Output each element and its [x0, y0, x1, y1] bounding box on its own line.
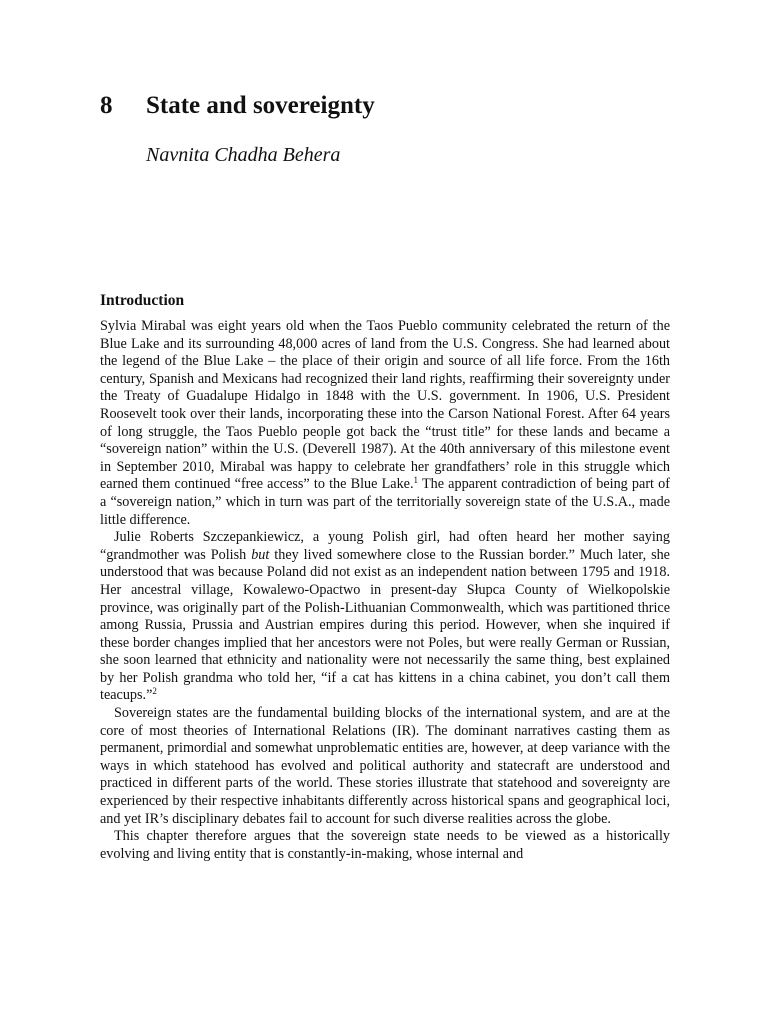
paragraph-1	[100, 318, 670, 529]
section-heading-introduction: Introduction	[100, 292, 185, 309]
footnote-marker-1: 1	[413, 475, 419, 486]
paragraph-1-text-b: The apparent contradiction of being part of a “sovereign nation,” which in turn was part of the territorially sovereign state of the U.S.A., made little difference.	[100, 476, 670, 528]
paragraph-2-text-b: they lived somewhere close to the Russian border.” Much later, she understood that was because Poland did not exist as an independent nation between 1795 and 1918. Her ancestral village, Kowalewo-Opactwo in present-day Słupca County of Wielkopolskie province, was originally part of the Polish-Lithuanian Commonwealth, which was partitioned thrice among Russia, Prussia and Austrian empires during this period. However, when she inquired if these border changes implied that her ancestors were not Poles, but were really German or Russian, she soon learned that ethnicity and nationality were not necessarily the same thing, best explained by her Polish grandma who told her, “if a cat has kittens in a china cabinet, you don’t call them teacups.”	[100, 546, 670, 704]
chapter-title: State and sovereignty	[146, 92, 375, 119]
body-text	[100, 318, 670, 863]
paragraph-2	[100, 529, 670, 705]
paragraph-1-text-a: Sylvia Mirabal was eight years old when the Taos Pueblo community celebrated the return of the Blue Lake and its surrounding 48,000 acres of land from the U.S. Congress. She had learned about the legend of the Blue Lake – the place of their origin and source of all life force. From the 16th century, Spanish and Mexicans had recognized their land rights, reaffirming their sovereignty under the Treaty of Guadalupe Hidalgo in 1848 with the U.S. government. In 1906, U.S. President Roosevelt took over their lands, incorporating these into the Carson National Forest. After 64 years of long struggle, the Taos Pueblo people got back the “trust title” for these lands and became a “sovereign nation” within the U.S. (Deverell 1987). At the 40th anniversary of this milestone event in September 2010, Mirabal was happy to celebrate her grandfathers’ role in this struggle which earned them continued “free access” to the Blue Lake.	[100, 318, 670, 493]
chapter-number: 8	[100, 92, 113, 119]
paragraph-2-emphasis: but	[251, 546, 270, 563]
chapter-author: Navnita Chadha Behera	[146, 144, 341, 166]
paragraph-4: This chapter therefore argues that the sovereign state needs to be viewed as a historically evolving and living entity that is constantly-in-making, whose internal and	[100, 828, 670, 862]
paragraph-3: Sovereign states are the fundamental building blocks of the international system, and are at the core of most theories of International Relations (IR). The dominant narratives casting them as permanent, primordial and somewhat unproblematic entities are, however, at deep variance with the ways in which statehood has evolved and political authority and statecraft are understood and practiced in different parts of the world. These stories illustrate that statehood and sovereignty are experienced by their respective inhabitants differently across historical spans and geographical loci, and yet IR’s disciplinary debates fail to account for such diverse realities across the globe.	[100, 705, 670, 827]
footnote-marker-2: 2	[152, 686, 157, 697]
chapter-heading	[100, 90, 375, 122]
book-page	[100, 0, 670, 1024]
paragraph-2-text-a: Julie Roberts Szczepankiewicz, a young Polish girl, had often heard her mother saying “grandmother was Polish	[100, 529, 670, 563]
